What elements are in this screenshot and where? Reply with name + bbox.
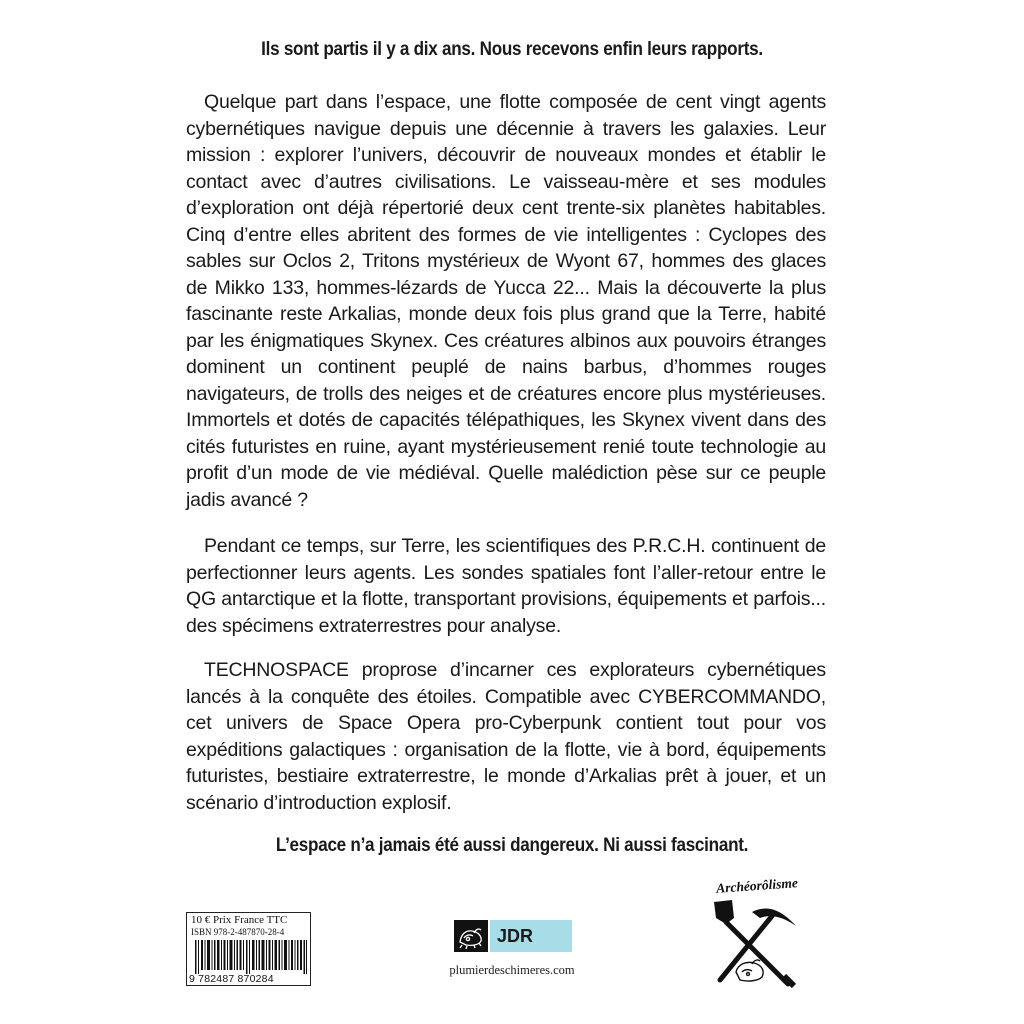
publisher-logo [454,920,572,952]
archeorolisme-logo [690,872,820,1002]
bottom-tagline: L’espace n’a jamais été aussi dangereux. Ni aussi fascinant. [275,835,749,856]
publisher-website: plumierdeschimeres.com [449,963,575,977]
ean-number: 9 782487 870284 [189,973,274,985]
barcode-bars [195,940,307,974]
synopsis-paragraph-1: Quelque part dans l’espace, une flotte composée de cent vingt agents cybernétiques navigue depuis une décennie à travers les galaxies. Leur mission : explorer l’univers, découvrir de nouveaux mondes et établir le contact avec d’autres civilisations. Le vaisseau-mère et ses modules d’exploration ont déjà répertorié deux cent trente-six planètes habitables. Cinq d’entre elles abritent des formes de vie intelligentes : Cyclopes des sables sur Oclos 2, Tritons mystérieux de Wyont 67, hommes des glaces de Mikko 133, hommes-lézards de Yucca 22... Mais la découverte la plus fascinante reste Arkalias, monde deux fois plus grand que la Terre, habité par les énigmatiques Skynex. Ces créatures albinos aux pouvoirs étranges dominent un continent peuplé de nains barbus, d’hommes rouges navigateurs, de trolls des neiges et de créatures encore plus mystérieuses. Immortels et dotés de capacités télépathiques, les Skynex vivent dans des cités futuristes en ruine, ayant mystérieusement renié toute technologie au profit d’un mode de vie médiéval. Quelle malédiction pèse sur ce peuple jadis avancé ? [186,91,826,511]
synopsis-paragraph-2: Pendant ce temps, sur Terre, les scientifiques des P.R.C.H. continuent de perfectionner leurs agents. Les sondes spatiales font l’aller-retour entre le QG antarctique et la flotte, transportant provisions, équipements et parfois... des spécimens extraterrestres pour analyse. [186,535,826,637]
synopsis-paragraph-3: TECHNOSPACE proprose d’incarner ces explorateurs cybernétiques lancés à la conquête des étoiles. Compatible avec CYBERCOMMANDO, cet univers de Space Opera pro-Cyberpunk contient tout pour vos expéditions galactiques : organisation de la flotte, vie à bord, équipements futuristes, bestiaire extraterrestre, le monde d’Arkalias prêt à jouer, et un scénario d’introduction explosif. [186,659,826,814]
shovel-pickaxe-icon [690,872,820,1002]
jdr-label: JDR [490,920,572,952]
barcode-block [186,912,311,986]
top-tagline: Ils sont partis il y a dix ans. Nous recevons enfin leurs rapports. [261,39,763,60]
chimera-emblem-icon [454,920,488,952]
archeorolisme-logo-text: Archéorôlisme [715,875,799,896]
price-label: 10 € Prix France TTC [191,914,288,926]
isbn-label: ISBN 978-2-487870-28-4 [191,927,285,937]
